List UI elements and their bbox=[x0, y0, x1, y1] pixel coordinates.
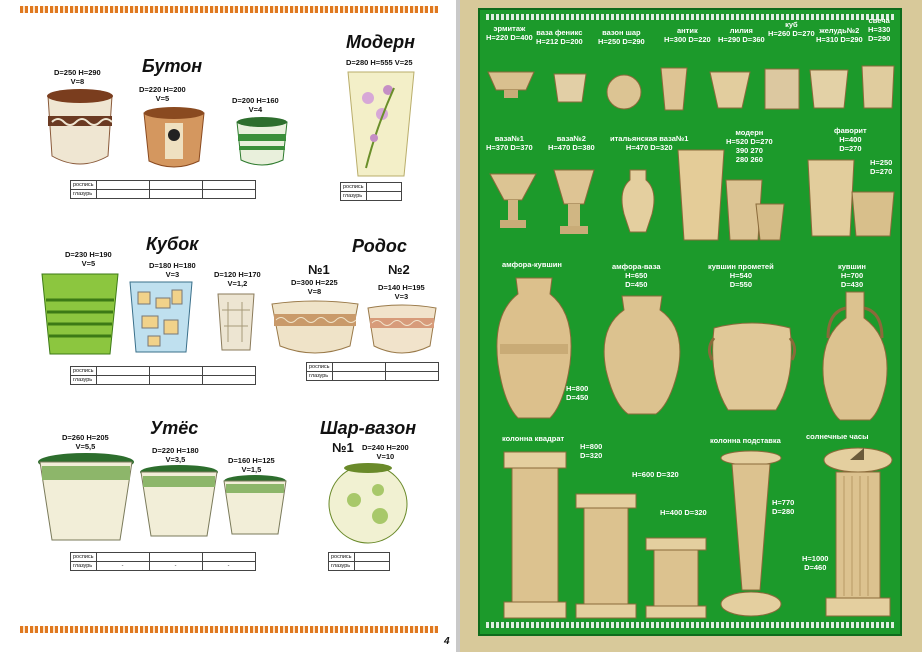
utes-pot-small bbox=[222, 474, 288, 538]
utes-3-dims: D=160 H=125 V=1,5 bbox=[228, 456, 275, 474]
label-glaze: глазурь bbox=[329, 562, 355, 571]
kolonna-podstavka-dims: H=770 D=280 bbox=[772, 498, 795, 516]
ermitazh-planter bbox=[486, 68, 536, 100]
utes-spec-table bbox=[70, 552, 256, 571]
item-modern: модерн H=520 D=270 390 270 280 260 bbox=[726, 128, 773, 164]
rodos-spec-table bbox=[306, 362, 439, 381]
rodos-pot-2 bbox=[366, 302, 438, 358]
shar-planter bbox=[604, 70, 644, 110]
page-number: 4 bbox=[444, 636, 450, 647]
rodos-1-number: №1 bbox=[308, 262, 330, 277]
bottom-meander-border bbox=[20, 626, 440, 633]
shar-vase bbox=[326, 460, 410, 544]
label-glaze: глазурь bbox=[341, 192, 367, 201]
modern-planters-set bbox=[676, 146, 786, 244]
kolonna-kvadrat-dims: H=800 D=320 bbox=[580, 442, 603, 460]
kolonna-mid-dims: H=600 D=320 bbox=[632, 470, 679, 479]
buton-pot-medium bbox=[139, 105, 209, 171]
modern-spec-table bbox=[340, 182, 402, 201]
top-meander-border bbox=[486, 14, 894, 20]
label-paint: роспись bbox=[307, 363, 333, 372]
modern-title: Модерн bbox=[346, 32, 415, 52]
buton-3-dims: D=200 H=160 V=4 bbox=[232, 96, 279, 114]
amfora-vaza-vessel bbox=[598, 292, 686, 418]
kub-planter bbox=[762, 66, 802, 112]
rodos-2-number: №2 bbox=[388, 262, 410, 277]
item-ital-vaza: итальянская ваза№1 H=470 D=320 bbox=[610, 134, 689, 152]
vaza2-urn bbox=[552, 166, 596, 238]
utes-1-dims: D=260 H=205 V=5,5 bbox=[62, 433, 109, 451]
amfora-kuvshin-vessel bbox=[490, 274, 578, 422]
antik-vase bbox=[658, 64, 690, 114]
kubok-3-dims: D=120 H=170 V=1,2 bbox=[214, 270, 261, 288]
item-kolonna-kvadrat: колонна квадрат bbox=[502, 434, 565, 443]
label-paint: роспись bbox=[341, 183, 367, 192]
item-antik: антик H=300 D=220 bbox=[664, 26, 711, 44]
feniks-vase bbox=[550, 70, 590, 106]
label-glaze: глазурь bbox=[71, 562, 97, 571]
kolonna-kvadrat-small bbox=[644, 536, 708, 620]
liliya-vase bbox=[708, 68, 752, 112]
buton-spec-table bbox=[70, 180, 256, 199]
chasy-dims: H=1000 D=460 bbox=[802, 554, 829, 572]
item-vaza2: ваза№2 H=470 D=380 bbox=[548, 134, 595, 152]
favorit-planters bbox=[806, 156, 896, 240]
label-paint: роспись bbox=[71, 181, 97, 190]
buton-2-dims: D=220 H=200 V=5 bbox=[139, 85, 186, 103]
item-prometey: кувшин прометей H=540 D=550 bbox=[708, 262, 774, 289]
item-svecha: свеча H=330 D=290 bbox=[868, 16, 891, 43]
kubok-spec-table bbox=[70, 366, 256, 385]
green-panel bbox=[478, 8, 902, 636]
label-paint: роспись bbox=[71, 367, 97, 376]
kuvshin-vessel bbox=[814, 288, 896, 424]
zheludb-planter bbox=[808, 66, 850, 112]
rodos-2-dims: D=140 H=195 V=3 bbox=[378, 283, 425, 301]
buton-pot-large bbox=[42, 86, 118, 170]
item-zheludb2: желудь№2 H=310 D=290 bbox=[816, 26, 863, 44]
item-kuvshin: кувшин H=700 D=430 bbox=[838, 262, 866, 289]
label-paint: роспись bbox=[71, 553, 97, 562]
label-glaze: глазурь bbox=[307, 372, 333, 381]
kolonna-small-dims: H=400 D=320 bbox=[660, 508, 707, 517]
kubok-pot-small bbox=[216, 290, 256, 354]
svecha-planter bbox=[860, 62, 896, 112]
kolonna-podstavka bbox=[718, 450, 784, 620]
label-paint: роспись bbox=[329, 553, 355, 562]
dash: - bbox=[96, 562, 149, 571]
item-vaza1: ваза№1 H=370 D=370 bbox=[486, 134, 533, 152]
buton-title: Бутон bbox=[142, 56, 203, 76]
top-meander-border bbox=[20, 6, 440, 13]
dash: - bbox=[149, 562, 202, 571]
item-kub: куб H=260 D=270 bbox=[768, 20, 815, 38]
utes-title: Утёс bbox=[150, 418, 199, 438]
solnechnye-chasy bbox=[820, 446, 896, 620]
item-vazon-shar: вазон шар H=250 D=290 bbox=[598, 28, 645, 46]
item-liliya: лилия H=290 D=360 bbox=[718, 26, 765, 44]
shar-spec-table bbox=[328, 552, 390, 571]
utes-2-dims: D=220 H=180 V=3,5 bbox=[152, 446, 199, 464]
modern-dims: D=280 H=555 V=25 bbox=[346, 58, 413, 67]
prometey-jug bbox=[706, 318, 798, 418]
buton-pot-small bbox=[234, 116, 290, 168]
buton-1-dims: D=250 H=290 V=8 bbox=[54, 68, 101, 86]
kubok-title: Кубок bbox=[146, 234, 199, 254]
amfora-kuvshin-dims: H=800 D=450 bbox=[566, 384, 589, 402]
bottom-meander-border bbox=[486, 622, 894, 628]
item-vaza-feniks: ваза феникс H=212 D=200 bbox=[536, 28, 583, 46]
rodos-title: Родос bbox=[352, 236, 407, 256]
item-chasy: солнечные часы bbox=[806, 432, 869, 441]
item-ermitazh: эрмитаж H=220 D=400 bbox=[486, 24, 533, 42]
kubok-pot-mosaic bbox=[128, 278, 194, 356]
kubok-1-dims: D=230 H=190 V=5 bbox=[65, 250, 112, 268]
rodos-1-dims: D=300 H=225 V=8 bbox=[291, 278, 338, 296]
utes-pot-large bbox=[36, 452, 136, 544]
right-page bbox=[460, 0, 922, 652]
item-favorit-small: H=250 D=270 bbox=[870, 158, 893, 176]
item-favorit: фаворит H=400 D=270 bbox=[834, 126, 867, 153]
label-glaze: глазурь bbox=[71, 376, 97, 385]
modern-vase bbox=[346, 68, 416, 180]
kubok-pot-large bbox=[40, 270, 120, 358]
kolonna-kvadrat-tall bbox=[502, 450, 568, 620]
shar-number: №1 bbox=[332, 440, 354, 455]
left-page bbox=[0, 0, 456, 652]
vaza1-urn bbox=[488, 170, 538, 232]
utes-pot-medium bbox=[138, 464, 220, 540]
item-amfora-kuvshin: амфора-кувшин bbox=[502, 260, 562, 269]
label-glaze: глазурь bbox=[71, 190, 97, 199]
dash: - bbox=[202, 562, 255, 571]
shar-dims: D=240 H=200 V=10 bbox=[362, 443, 409, 461]
italian-vase bbox=[616, 166, 660, 238]
kubok-2-dims: D=180 H=180 V=3 bbox=[149, 261, 196, 279]
kolonna-kvadrat-medium bbox=[574, 492, 638, 620]
item-amfora-vaza: амфора-ваза H=650 D=450 bbox=[612, 262, 661, 289]
rodos-pot-1 bbox=[270, 298, 360, 358]
item-kolonna-podstavka: колонна подставка bbox=[710, 436, 781, 445]
shar-title: Шар-вазон bbox=[320, 418, 417, 438]
